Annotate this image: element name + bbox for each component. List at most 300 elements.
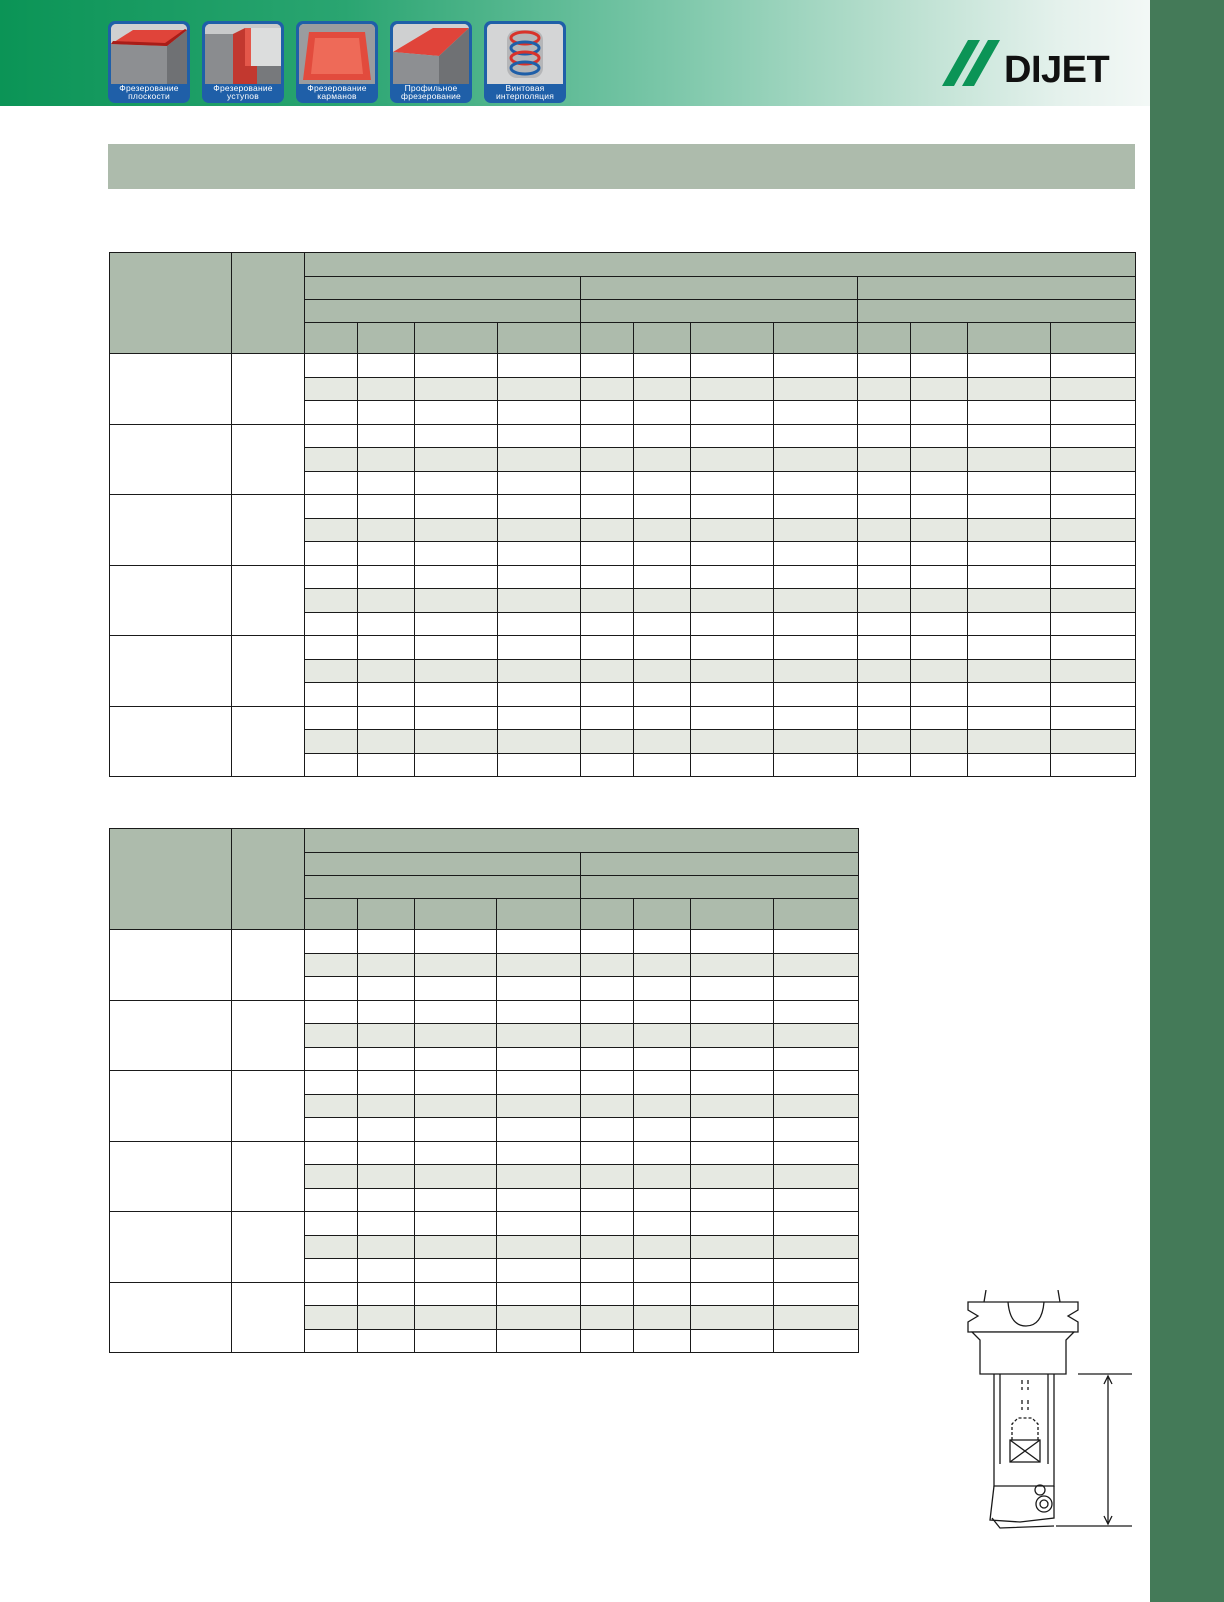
group-sub-cell: [231, 1000, 304, 1071]
table-cell: [304, 659, 357, 683]
group-label-cell: [110, 1282, 232, 1353]
table-cell: [414, 730, 497, 754]
table-cell: [691, 1094, 774, 1118]
icon-caption: Профильное фрезерование: [401, 83, 461, 101]
table-cell: [691, 612, 774, 636]
table-cell: [414, 977, 497, 1001]
table-row: [110, 354, 1136, 378]
table-cell: [774, 753, 858, 777]
table-cell: [634, 1235, 691, 1259]
table-cell: [691, 471, 774, 495]
table-cell: [581, 542, 634, 566]
table-cell: [1050, 518, 1135, 542]
header-cell: [231, 253, 304, 354]
group-sub-cell: [231, 930, 304, 1001]
table-cell: [774, 1047, 859, 1071]
header-cell: [304, 253, 1135, 277]
table-cell: [691, 1071, 774, 1095]
table-cell: [968, 683, 1051, 707]
header-cell: [304, 277, 581, 300]
table-cell: [304, 977, 357, 1001]
table-cell: [497, 1141, 581, 1165]
table-cell: [414, 659, 497, 683]
table-cell: [634, 953, 691, 977]
icon-caption: Фрезерование карманов: [307, 83, 367, 101]
group-label-cell: [110, 930, 232, 1001]
header-cell: [304, 876, 581, 899]
table-cell: [691, 448, 774, 472]
tool-drawing-icon: [960, 1290, 1135, 1565]
table-row: [110, 495, 1136, 519]
table-cell: [1050, 730, 1135, 754]
table-cell: [357, 1165, 414, 1189]
table-cell: [414, 1282, 497, 1306]
table-cell: [357, 1259, 414, 1283]
table-cell: [497, 448, 581, 472]
table-row: [110, 1000, 859, 1024]
table-cell: [581, 1071, 634, 1095]
table-cell: [691, 1306, 774, 1330]
table-cell: [774, 1282, 859, 1306]
header-cell: [414, 323, 497, 354]
table-cell: [357, 1306, 414, 1330]
profile-milling-icon: [393, 24, 469, 84]
table-cell: [911, 471, 968, 495]
table-cell: [497, 977, 581, 1001]
table-cell: [357, 930, 414, 954]
table-cell: [497, 1165, 581, 1189]
header-cell: [634, 323, 691, 354]
table-cell: [774, 977, 859, 1001]
table-cell: [858, 424, 911, 448]
table-cell: [1050, 495, 1135, 519]
table-cell: [634, 1259, 691, 1283]
table-cell: [774, 565, 858, 589]
table-cell: [634, 589, 691, 613]
table-cell: [858, 565, 911, 589]
table-cell: [1050, 659, 1135, 683]
table-cell: [911, 612, 968, 636]
table-cell: [497, 753, 581, 777]
table-cell: [581, 565, 634, 589]
table-cell: [304, 589, 357, 613]
table-cell: [357, 753, 414, 777]
table-cell: [968, 448, 1051, 472]
header-cell: [304, 300, 581, 323]
table-cell: [691, 1282, 774, 1306]
table-cell: [357, 495, 414, 519]
header-cell: [581, 876, 859, 899]
group-sub-cell: [231, 1071, 304, 1142]
table-cell: [634, 612, 691, 636]
table-cell: [304, 1000, 357, 1024]
helical-interpolation-icon: [487, 24, 563, 84]
table-cell: [581, 354, 634, 378]
table-cell: [774, 1329, 859, 1353]
table-cell: [911, 495, 968, 519]
table-cell: [304, 495, 357, 519]
table-cell: [581, 1188, 634, 1212]
table-cell: [414, 518, 497, 542]
table-cell: [968, 354, 1051, 378]
table-cell: [968, 424, 1051, 448]
table-cell: [304, 518, 357, 542]
table-cell: [774, 1259, 859, 1283]
table-cell: [1050, 589, 1135, 613]
header-cell: [581, 899, 634, 930]
table-cell: [968, 542, 1051, 566]
table-cell: [691, 1188, 774, 1212]
table-cell: [497, 1071, 581, 1095]
icon-caption: Фрезерование плоскости: [119, 83, 179, 101]
table-cell: [357, 1235, 414, 1259]
group-label-cell: [110, 1141, 232, 1212]
table-cell: [497, 1329, 581, 1353]
table-cell: [858, 636, 911, 660]
table-cell: [911, 636, 968, 660]
table-cell: [691, 565, 774, 589]
table-cell: [304, 1188, 357, 1212]
table-cell: [357, 589, 414, 613]
table-cell: [357, 377, 414, 401]
table-cell: [357, 354, 414, 378]
table-cell: [968, 471, 1051, 495]
table-cell: [581, 683, 634, 707]
header-cell: [1050, 323, 1135, 354]
table-cell: [497, 953, 581, 977]
table-cell: [414, 565, 497, 589]
table-cell: [774, 1165, 859, 1189]
group-label-cell: [110, 636, 232, 707]
table-cell: [414, 612, 497, 636]
table-cell: [858, 730, 911, 754]
table-cell: [414, 1259, 497, 1283]
table-cell: [634, 542, 691, 566]
table-cell: [304, 1024, 357, 1048]
table-cell: [691, 518, 774, 542]
table-cell: [304, 354, 357, 378]
icon-caption: Винтовая интерполяция: [495, 83, 555, 101]
table-cell: [691, 1118, 774, 1142]
table-cell: [357, 1188, 414, 1212]
table-cell: [1050, 706, 1135, 730]
table-cell: [1050, 401, 1135, 425]
table-cell: [691, 930, 774, 954]
table-cell: [774, 612, 858, 636]
table-row: [110, 636, 1136, 660]
table-cell: [911, 424, 968, 448]
table-cell: [581, 930, 634, 954]
table-cell: [357, 1000, 414, 1024]
table-cell: [581, 612, 634, 636]
table-cell: [691, 424, 774, 448]
table-cell: [497, 683, 581, 707]
header-cell: [858, 300, 1136, 323]
table-cell: [497, 659, 581, 683]
table-cell: [968, 612, 1051, 636]
table-cell: [581, 471, 634, 495]
table-cell: [691, 542, 774, 566]
table-cell: [774, 1235, 859, 1259]
table-cell: [858, 495, 911, 519]
table-cell: [581, 495, 634, 519]
table-cell: [634, 659, 691, 683]
header-cell: [634, 899, 691, 930]
title-bar: [108, 144, 1135, 189]
table-cell: [774, 1094, 859, 1118]
table-cell: [304, 636, 357, 660]
table-cell: [691, 683, 774, 707]
table-cell: [634, 1329, 691, 1353]
group-label-cell: [110, 1000, 232, 1071]
table-cell: [357, 1282, 414, 1306]
table-cell: [357, 683, 414, 707]
table-cell: [304, 683, 357, 707]
table-cell: [911, 542, 968, 566]
table-cell: [414, 1047, 497, 1071]
table-cell: [968, 706, 1051, 730]
table-cell: [581, 1118, 634, 1142]
table-cell: [691, 636, 774, 660]
table-cell: [414, 401, 497, 425]
table-cell: [634, 977, 691, 1001]
table-cell: [497, 706, 581, 730]
header-cell: [968, 323, 1051, 354]
table-cell: [414, 706, 497, 730]
spec-table-2: [109, 828, 859, 1353]
table-row: [110, 424, 1136, 448]
table-cell: [357, 542, 414, 566]
table-cell: [581, 401, 634, 425]
table-cell: [691, 377, 774, 401]
table-cell: [774, 1071, 859, 1095]
table-cell: [1050, 612, 1135, 636]
table-cell: [304, 706, 357, 730]
table-cell: [357, 1212, 414, 1236]
table-cell: [304, 930, 357, 954]
table-cell: [968, 589, 1051, 613]
table-cell: [581, 1141, 634, 1165]
table-cell: [497, 1282, 581, 1306]
table-cell: [581, 1047, 634, 1071]
table-cell: [774, 1188, 859, 1212]
table-cell: [304, 1306, 357, 1330]
table-cell: [968, 518, 1051, 542]
profile-milling-tile: [390, 21, 472, 103]
table-cell: [581, 1094, 634, 1118]
table-cell: [414, 1094, 497, 1118]
table-cell: [304, 612, 357, 636]
table-cell: [911, 377, 968, 401]
table-body: [110, 354, 1136, 777]
group-label-cell: [110, 354, 232, 425]
table-cell: [774, 953, 859, 977]
table-cell: [911, 683, 968, 707]
table-cell: [774, 706, 858, 730]
table-cell: [968, 401, 1051, 425]
group-sub-cell: [231, 1282, 304, 1353]
table-cell: [634, 495, 691, 519]
table-cell: [304, 1141, 357, 1165]
table-cell: [774, 354, 858, 378]
table-cell: [357, 448, 414, 472]
table-cell: [581, 1282, 634, 1306]
table-cell: [414, 377, 497, 401]
table-cell: [968, 495, 1051, 519]
table-cell: [304, 542, 357, 566]
table-cell: [497, 589, 581, 613]
table-cell: [581, 1212, 634, 1236]
table-cell: [414, 953, 497, 977]
group-sub-cell: [231, 1212, 304, 1283]
table-cell: [858, 448, 911, 472]
table-cell: [304, 1235, 357, 1259]
table-cell: [634, 1306, 691, 1330]
table-cell: [304, 1165, 357, 1189]
header-cell: [304, 853, 581, 876]
table-cell: [691, 1165, 774, 1189]
table-cell: [304, 953, 357, 977]
table-cell: [634, 1188, 691, 1212]
table-cell: [774, 659, 858, 683]
table-cell: [414, 542, 497, 566]
table-cell: [774, 471, 858, 495]
table-cell: [774, 424, 858, 448]
table-cell: [304, 424, 357, 448]
table-cell: [1050, 377, 1135, 401]
icon-caption: Фрезерование уступов: [213, 83, 273, 101]
table-cell: [304, 565, 357, 589]
table-cell: [911, 730, 968, 754]
table-cell: [858, 401, 911, 425]
face-milling-tile: [108, 21, 190, 103]
table-cell: [774, 1024, 859, 1048]
table-cell: [497, 401, 581, 425]
table-cell: [858, 377, 911, 401]
table-cell: [497, 1047, 581, 1071]
table-cell: [911, 518, 968, 542]
header-cell: [497, 899, 581, 930]
table-cell: [581, 1024, 634, 1048]
table-cell: [497, 636, 581, 660]
table-body: [110, 930, 859, 1353]
table-cell: [357, 612, 414, 636]
group-label-cell: [110, 424, 232, 495]
group-sub-cell: [231, 636, 304, 707]
header-cell: [304, 323, 357, 354]
table-cell: [691, 401, 774, 425]
table-cell: [581, 953, 634, 977]
table-cell: [634, 1047, 691, 1071]
table-cell: [414, 1329, 497, 1353]
table-cell: [414, 1000, 497, 1024]
table-cell: [1050, 354, 1135, 378]
table-cell: [634, 1141, 691, 1165]
table-cell: [634, 1165, 691, 1189]
table-cell: [691, 589, 774, 613]
group-label-cell: [110, 495, 232, 566]
table-cell: [414, 589, 497, 613]
table-cell: [304, 448, 357, 472]
table-cell: [691, 354, 774, 378]
table-cell: [858, 612, 911, 636]
table-cell: [497, 1212, 581, 1236]
spec-table-1: [109, 252, 1136, 777]
table-cell: [357, 1094, 414, 1118]
table-cell: [304, 1329, 357, 1353]
table-cell: [357, 977, 414, 1001]
table-cell: [304, 753, 357, 777]
table-cell: [304, 1118, 357, 1142]
table-cell: [414, 1306, 497, 1330]
table-cell: [581, 1329, 634, 1353]
header-cell: [357, 899, 414, 930]
table-cell: [968, 636, 1051, 660]
table-cell: [968, 565, 1051, 589]
table-cell: [581, 636, 634, 660]
table-cell: [497, 1024, 581, 1048]
table-cell: [858, 706, 911, 730]
table-cell: [634, 730, 691, 754]
table-cell: [774, 730, 858, 754]
table-cell: [634, 377, 691, 401]
table-cell: [414, 1024, 497, 1048]
header-cell: [691, 899, 774, 930]
table-cell: [1050, 448, 1135, 472]
table-cell: [304, 1212, 357, 1236]
table-cell: [581, 1306, 634, 1330]
header-cell: [911, 323, 968, 354]
table-cell: [691, 706, 774, 730]
table-cell: [414, 1141, 497, 1165]
table-row: [110, 930, 859, 954]
table-cell: [581, 1235, 634, 1259]
table-cell: [691, 1000, 774, 1024]
table-cell: [634, 683, 691, 707]
shoulder-milling-tile: [202, 21, 284, 103]
header-cell: [581, 853, 859, 876]
group-sub-cell: [231, 1141, 304, 1212]
pocket-milling-icon: [299, 24, 375, 84]
table-cell: [497, 542, 581, 566]
table-cell: [497, 1188, 581, 1212]
table-cell: [691, 1212, 774, 1236]
table-cell: [581, 1165, 634, 1189]
table-cell: [634, 1071, 691, 1095]
helical-interpolation-tile: [484, 21, 566, 103]
table-cell: [304, 377, 357, 401]
table-cell: [581, 1259, 634, 1283]
table-cell: [858, 542, 911, 566]
table-cell: [774, 930, 859, 954]
table-cell: [691, 1329, 774, 1353]
table-cell: [497, 1118, 581, 1142]
table-cell: [634, 1118, 691, 1142]
table-cell: [691, 730, 774, 754]
group-sub-cell: [231, 354, 304, 425]
table-cell: [774, 1141, 859, 1165]
table-cell: [497, 424, 581, 448]
table-cell: [911, 589, 968, 613]
table-cell: [691, 659, 774, 683]
table-cell: [414, 424, 497, 448]
header-cell: [110, 829, 232, 930]
table-cell: [497, 612, 581, 636]
table-cell: [691, 753, 774, 777]
table-cell: [911, 659, 968, 683]
table-cell: [414, 1165, 497, 1189]
table-cell: [357, 518, 414, 542]
